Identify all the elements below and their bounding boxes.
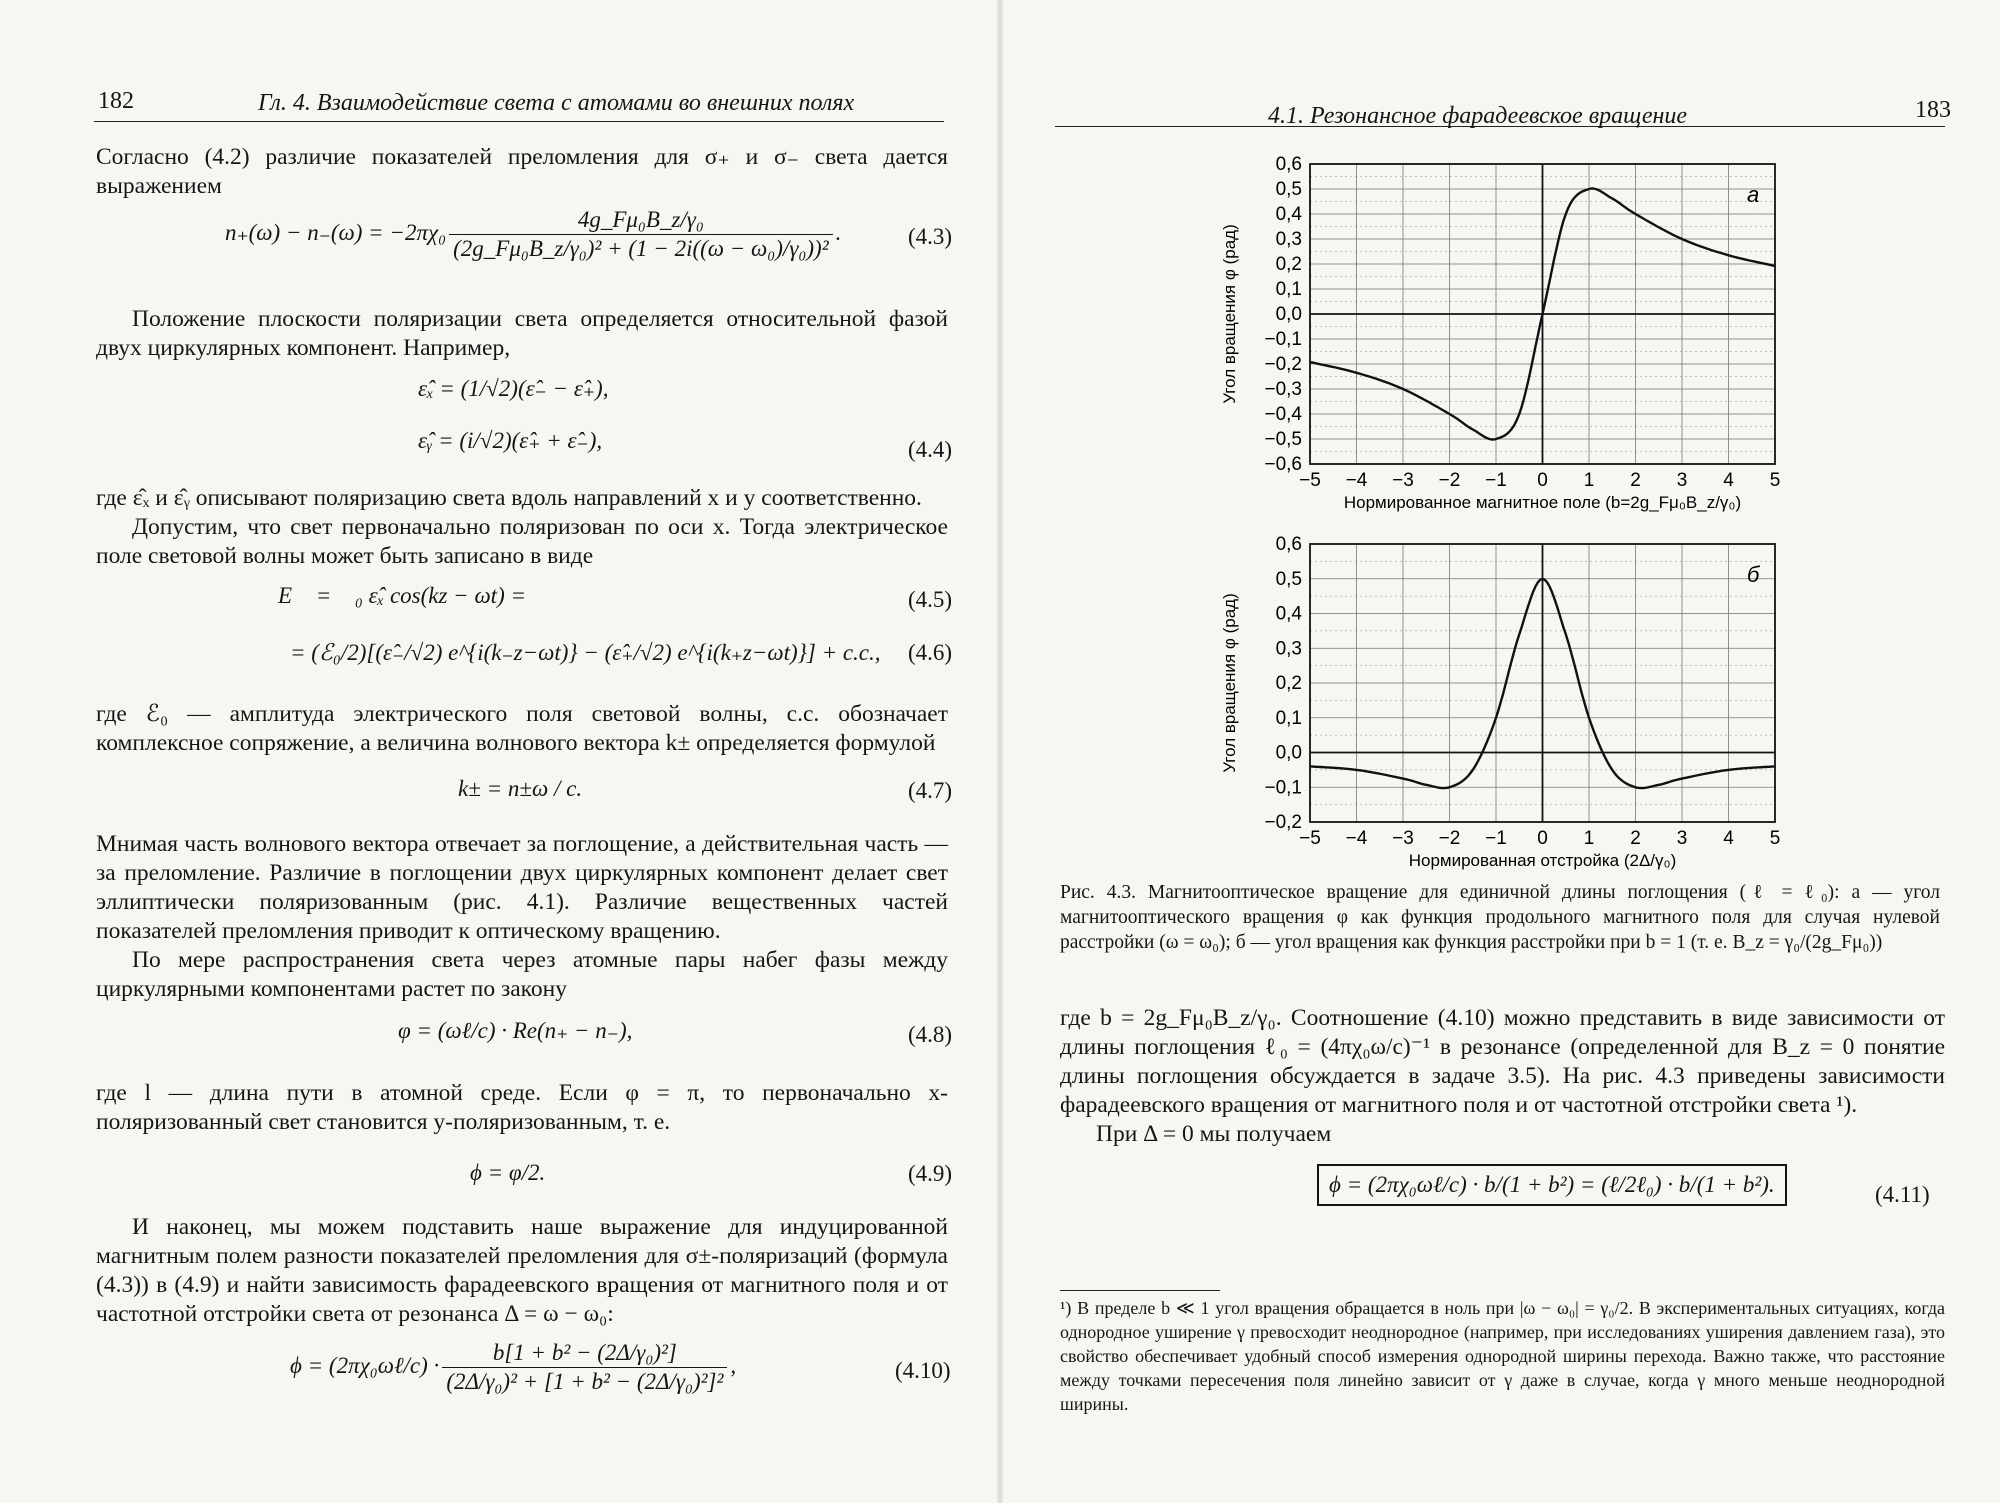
equation-4-10: ϕ = (2πχ₀ωℓ/c) · $\frac{\text{b[1 + b² − (2Δ/γ₀)²]}}{\text{(2Δ/γ₀)² + [1 + b² − (2Δ/γ₀)²]²}}$ , — [290, 1340, 737, 1394]
y-tick-label: 0,6 — [1275, 534, 1302, 555]
x-axis-label: Нормированное магнитное поле (b=2g_Fμ₀B_z/γ₀) — [1343, 493, 1742, 512]
paragraph: Мнимая часть волнового вектора отвечает за поглощение, а действительная часть — за преломление. Различие в поглощении двух циркулярных компонент делает свет эллиптически поляризованным (рис. 4.1). Различие вещественных частей показателей преломления приводит к оптическому вращению. — [96, 831, 948, 944]
y-tick-label: 0,1 — [1275, 707, 1302, 729]
y-tick-label: 0,1 — [1275, 279, 1302, 300]
y-tick-label: −0,3 — [1264, 379, 1302, 400]
x-tick-label: −5 — [1299, 470, 1321, 491]
equation-4-4b: ε̂ᵧ = (i/√2)(ε̂₊ + ε̂₋), — [418, 428, 603, 453]
equation-number: (4.6) — [908, 640, 953, 665]
figure-caption: Рис. 4.3. Магнитооптическое вращение для единичной длины поглощения (ℓ = ℓ₀): а — угол магнитооптического вращения φ как функция продольного магнитного поля для случая нулевой расстройки (ω = ω₀); б — угол вращения как функция расстройки при b = 1 (т. е. B_z = γ₀/(2g_Fμ₀)) — [1060, 882, 1940, 953]
x-tick-label: 4 — [1723, 828, 1734, 849]
x-tick-label: −3 — [1392, 828, 1414, 849]
y-tick-label: 0,2 — [1275, 673, 1302, 694]
y-tick-label: −0,1 — [1264, 329, 1302, 350]
header-rule-left — [94, 121, 944, 122]
page-number-right: 183 — [1915, 97, 1951, 123]
equation-number: (4.9) — [908, 1161, 953, 1186]
running-head-right: 4.1. Резонансное фарадеевское вращение — [1268, 103, 1688, 129]
y-tick-label: 0,5 — [1275, 179, 1302, 200]
equation-4-6: = (ℰ₀/2)[(ε̂₋/√2) e^{i(k₋z−ωt)} − (ε̂₊/√2) e^{i(k₊z−ωt)}] + c.c., — [290, 640, 881, 665]
equation-4-11: ϕ = (2πχ₀ωℓ/c) · b/(1 + b²) = (ℓ/2ℓ₀) · b/(1 + b²). — [1317, 1164, 1787, 1206]
x-tick-label: 0 — [1537, 828, 1548, 849]
left-page — [0, 0, 990, 1503]
x-tick-label: −4 — [1345, 470, 1368, 491]
x-axis-label: Нормированная отстройка (2Δ/γ₀) — [1408, 851, 1677, 870]
paragraph: где ε̂ₓ и ε̂ᵧ описывают поляризацию света вдоль направлений x и y соответственно. — [96, 485, 922, 511]
x-tick-label: 3 — [1676, 470, 1688, 491]
paragraph: где l — длина пути в атомной среде. Если φ = π, то первоначально x-поляризованный свет становится y-поляризованным, т. е. — [96, 1080, 948, 1135]
footnote: ¹) В пределе b ≪ 1 угол вращения обращается в ноль при |ω − ω₀| = γ₀/2. В экспериментальных ситуациях, когда однородное уширение γ превосходит неоднородное (например, при исследованиях уширения давлением газа), это свойство обеспечивает удобный способ измерения однородной ширины перехода. Важно также, что расстояние между точками пересечения поля линейно зависит от γ даже в случае, когда γ много меньше неоднородной ширины. — [1060, 1298, 1945, 1414]
x-tick-label: −3 — [1392, 470, 1414, 491]
y-tick-label: 0,2 — [1275, 254, 1302, 275]
x-tick-label: 1 — [1583, 470, 1595, 491]
paragraph: где ℰ₀ — амплитуда электрического поля световой волны, c.c. обозначает комплексное сопряжение, а величина волнового вектора k± определяется формулой — [96, 701, 948, 756]
y-tick-label: 0,0 — [1275, 742, 1302, 764]
equation-number: (4.10) — [895, 1358, 951, 1383]
x-tick-label: 2 — [1630, 828, 1641, 849]
paragraph: Согласно (4.2) различие показателей преломления для σ₊ и σ₋ света дается выражением — [96, 144, 948, 199]
equation-number: (4.7) — [908, 778, 953, 803]
y-tick-label: −0,2 — [1264, 354, 1302, 375]
x-tick-label: 5 — [1769, 828, 1781, 849]
equation-4-3: n₊(ω) − n₋(ω) = −2πχ₀ $\frac{\text{4g\_Fμ₀B\_z/γ₀}}{\text{(2g\_Fμ₀B\_z/γ₀)² + (1 − 2i((ω − ω₀)/γ₀))²}}$ . — [225, 207, 842, 261]
book-spine — [997, 0, 1003, 1503]
x-tick-label: 3 — [1676, 828, 1688, 849]
equation-number: (4.8) — [908, 1022, 953, 1047]
equation-number: (4.5) — [908, 587, 953, 612]
paragraph: По мере распространения света через атомные пары набег фазы между циркулярными компонентами растет по закону — [96, 947, 948, 1002]
paragraph: Допустим, что свет первоначально поляризован по оси x. Тогда электрическое поле световой волны может быть записано в виде — [96, 514, 948, 569]
y-tick-label: 0,4 — [1275, 204, 1302, 225]
y-tick-label: 0,3 — [1275, 638, 1302, 660]
y-tick-label: −0,4 — [1264, 404, 1302, 425]
right-page — [1010, 0, 2000, 1503]
figure-4-3 — [1160, 140, 1820, 870]
x-tick-label: −4 — [1345, 828, 1368, 849]
y-tick-label: 0,3 — [1275, 229, 1302, 250]
equation-number: (4.4) — [908, 437, 953, 462]
equation-4-8: φ = (ωℓ/c) · Re(n₊ − n₋), — [398, 1018, 633, 1043]
y-tick-label: −0,6 — [1264, 454, 1302, 475]
panel-label: б — [1747, 562, 1760, 587]
y-tick-label: 0,6 — [1275, 154, 1302, 175]
page-number-left: 182 — [98, 88, 134, 114]
equation-number: (4.3) — [908, 224, 953, 249]
paragraph: И наконец, мы можем подставить наше выражение для индуцированной магнитным полем разности показателей преломления для σ±-поляризаций (формула (4.3)) в (4.9) и найти зависимость фарадеевского вращения от магнитного поля и от частотной отстройки света от резонанса Δ = ω − ω₀: — [96, 1214, 948, 1327]
equation-4-4a: ε̂ₓ = (1/√2)(ε̂₋ − ε̂₊), — [418, 376, 609, 401]
chart-panel-a — [1220, 154, 1780, 512]
x-tick-label: −2 — [1438, 470, 1461, 491]
running-head-left: Гл. 4. Взаимодействие света с атомами во внешних полях — [258, 90, 855, 116]
panel-label: а — [1747, 182, 1760, 207]
equation-4-7: k± = n±ω / c. — [458, 776, 583, 801]
x-tick-label: 0 — [1537, 470, 1548, 491]
y-tick-label: −0,2 — [1264, 812, 1302, 833]
y-axis-label: Угол вращения φ (рад) — [1220, 593, 1239, 773]
equation-4-5: Ε⃗ = ℰ₀ ε̂ₓ cos(kz − ωt) = — [278, 583, 527, 608]
paragraph: Положение плоскости поляризации света определяется относительной фазой двух циркулярных компонент. Например, — [96, 306, 948, 361]
x-tick-label: 5 — [1769, 470, 1781, 491]
y-tick-label: 0,4 — [1275, 603, 1302, 625]
header-rule-right — [1055, 126, 1945, 127]
equation-4-9: ϕ = φ/2. — [470, 1160, 546, 1185]
x-tick-label: −1 — [1485, 470, 1507, 491]
x-tick-label: −5 — [1299, 828, 1321, 849]
y-tick-label: −0,5 — [1264, 429, 1302, 450]
paragraph: При Δ = 0 мы получаем — [1096, 1121, 1332, 1147]
y-tick-label: 0,5 — [1275, 568, 1302, 590]
x-tick-label: 1 — [1583, 828, 1595, 849]
x-tick-label: 2 — [1630, 470, 1641, 491]
y-tick-label: 0,0 — [1275, 304, 1302, 325]
y-tick-label: −0,1 — [1264, 777, 1302, 799]
footnote-rule — [1060, 1290, 1220, 1291]
paragraph: где b = 2g_Fμ₀B_z/γ₀. Соотношение (4.10) можно представить в виде зависимости от длины поглощения ℓ₀ = (4πχ₀ω/c)⁻¹ в резонансе (определенной для B_z = 0 понятие длины поглощения обсуждается в задаче 3.5). На рис. 4.3 приведены зависимости фарадеевского вращения от магнитного поля и от частотной отстройки света ¹). — [1060, 1005, 1945, 1118]
chart-panel-b — [1220, 534, 1780, 870]
x-tick-label: −1 — [1485, 828, 1507, 849]
x-tick-label: 4 — [1723, 470, 1734, 491]
equation-number: (4.11) — [1875, 1182, 1930, 1207]
x-tick-label: −2 — [1438, 828, 1461, 849]
y-axis-label: Угол вращения φ (рад) — [1220, 224, 1239, 404]
